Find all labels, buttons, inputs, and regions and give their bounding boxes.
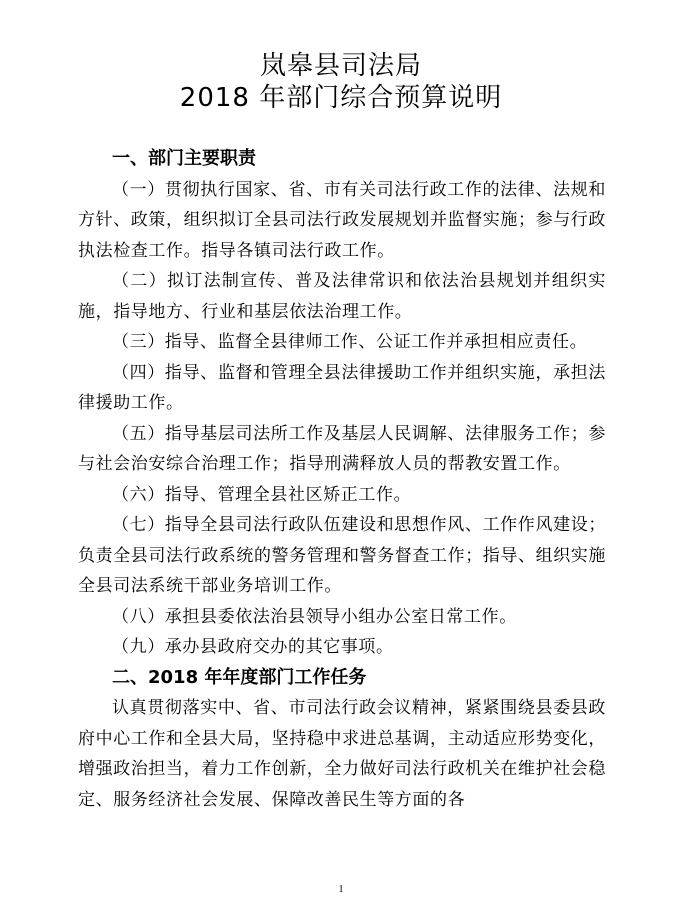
section-2-paragraph: 认真贯彻落实中、省、市司法行政会议精神，紧紧围绕县委县政府中心工作和全县大局，坚持稳中求进总基调，主动适应形势变化，增强政治担当，着力工作创新，全力做好司法行政机关在维护社会稳定、服务经济社会发展、保障改善民生等方面的各 <box>78 698 606 810</box>
document-title-line-1: 岚皋县司法局 <box>259 51 422 81</box>
page-number: 1 <box>338 884 344 895</box>
duty-item-3: （三）指导、监督全县律师工作、公证工作并承担相应责任。 <box>112 332 588 352</box>
duty-item-8: （八）承担县委依法治县领导小组办公室日常工作。 <box>112 606 517 627</box>
duty-item-9: （九）承办县政府交办的其它事项。 <box>112 637 394 657</box>
duty-item-1: （一）贯彻执行国家、省、市有关司法行政工作的法律、法规和方针、政策，组织拟订全县司法行政发展规划并监督实施；参与行政执法检查工作。指导各镇司法行政工作。 <box>78 179 606 261</box>
duty-item-5: （五）指导基层司法所工作及基层人民调解、法律服务工作；参与社会治安综合治理工作；指导刑满释放人员的帮教安置工作。 <box>78 423 606 474</box>
duty-item-6: （六）指导、管理全县社区矫正工作。 <box>112 484 412 505</box>
document-title-line-2: 2018 年部门综合预算说明 <box>179 83 503 113</box>
document-body <box>78 144 606 815</box>
section-1-heading: 一、部门主要职责 <box>112 148 256 169</box>
duty-item-7: （七）指导全县司法行政队伍建设和思想作风、工作作风建设；负责全县司法行政系统的警务管理和警务督查工作；指导、组织实施全县司法系统干部业务培训工作。 <box>78 515 606 596</box>
duty-item-2: （二）拟订法制宣传、普及法律常识和依法治县规划并组织实施，指导地方、行业和基层依法治理工作。 <box>78 271 606 322</box>
section-2-heading: 二、2018 年年度部门工作任务 <box>112 666 367 688</box>
duty-item-4: （四）指导、监督和管理全县法律援助工作并组织实施，承担法律援助工作。 <box>78 362 606 413</box>
